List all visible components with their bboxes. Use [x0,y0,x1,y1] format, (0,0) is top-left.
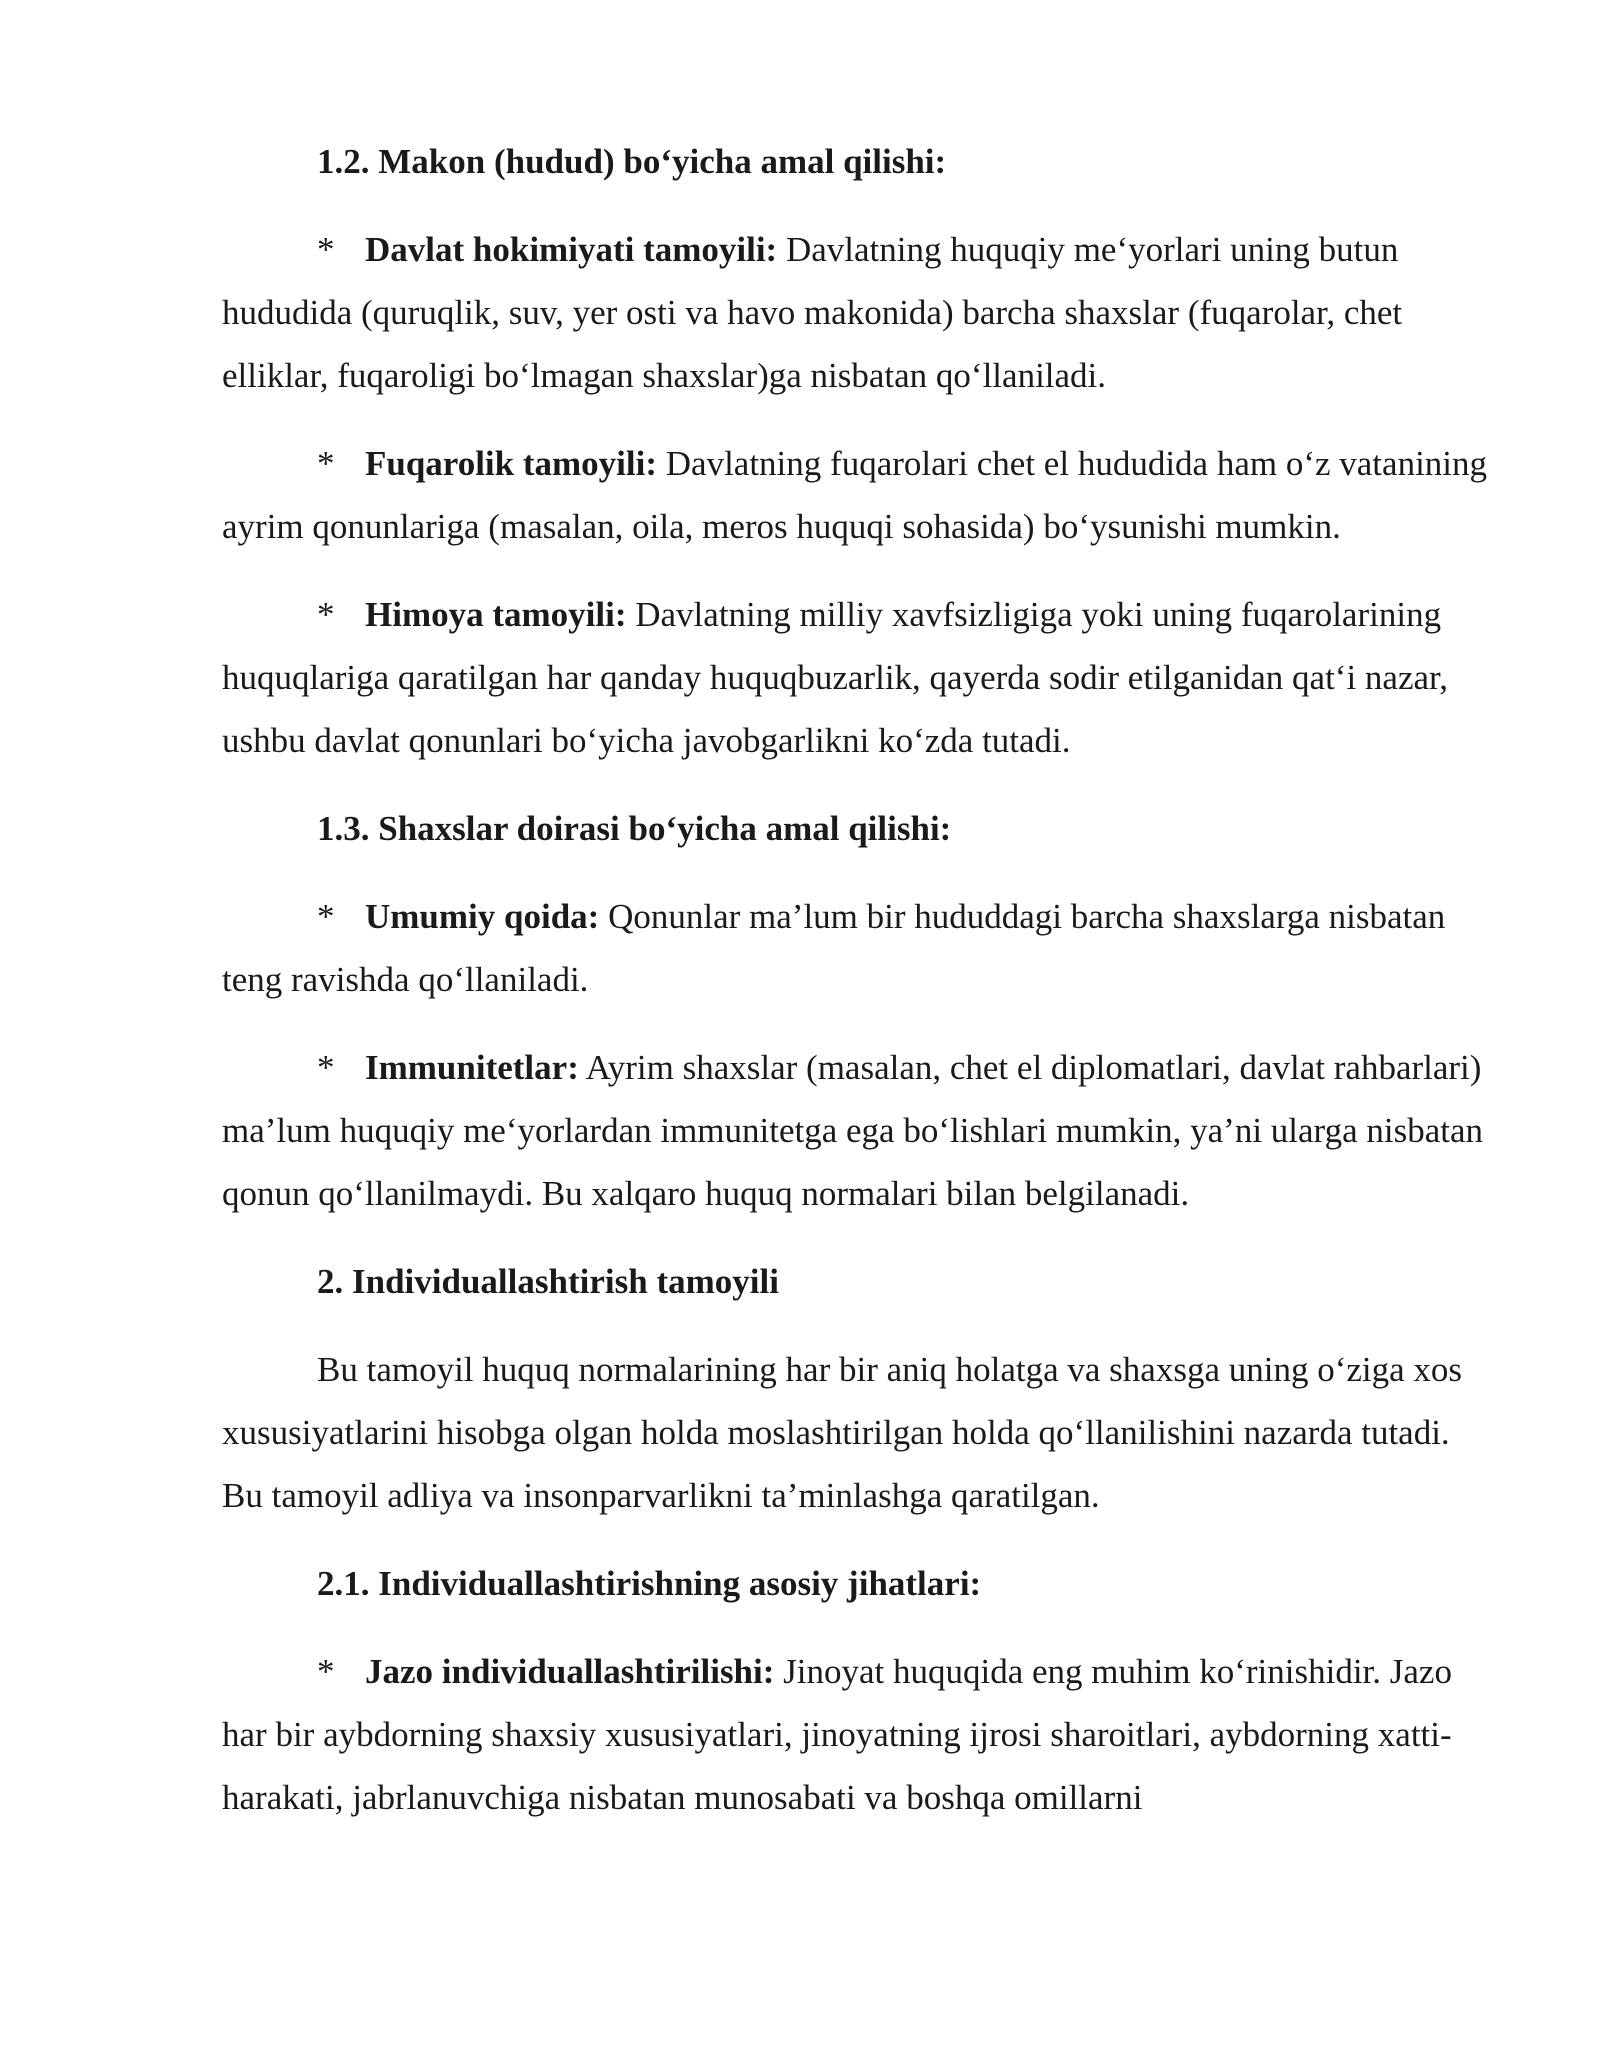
bullet-text: Jinoyat huquqida eng muhim ko‘rinishidir. Jazo har bir aybdorning shaxsiy xususiyatlari, jinoyatning ijrosi sharoitlari, aybdorning xatti-harakati, jabrlanuvchiga nisbatan munosabati va boshqa omillarni [222,1652,1452,1817]
bullet-immunitetlar [222,1036,1497,1225]
bullet-himoya [222,583,1497,772]
bullet-text: Qonunlar ma’lum bir hududdagi barcha shaxslarga nisbatan teng ravishda qo‘llaniladi. [222,897,1446,999]
section-heading-2: 2. Individuallashtirish tamoyili [317,1262,779,1301]
section-heading-2-1: 2.1. Individuallashtirishning asosiy jihatlari: [317,1564,982,1603]
bullet-term: Himoya tamoyili: [365,595,627,634]
bullet-text: Davlatning huquqiy me‘yorlari uning butun hududida (quruqlik, suv, yer osti va havo makonida) barcha shaxslar (fuqarolar, chet elliklar, fuqaroligi bo‘lmagan shaxslar)ga nisbatan qo‘llaniladi. [222,230,1403,395]
bullet-term: Davlat hokimiyati tamoyili: [365,230,778,269]
document-page [222,130,1497,1854]
bullet-text: Ayrim shaxslar (masalan, chet el diplomatlari, davlat rahbarlari) ma’lum huquqiy me‘yorlardan immunitetga ega bo‘lishlari mumkin, ya’ni ularga nisbatan qonun qo‘llanilmaydi. Bu xalqaro huquq normalari bilan belgilanadi. [222,1048,1483,1213]
section-heading-1-3: 1.3. Shaxslar doirasi bo‘yicha amal qilishi: [317,809,952,848]
bullet-fuqarolik [222,432,1497,558]
bullet-term: Umumiy qoida: [365,897,600,936]
bullet-marker: * [317,230,335,269]
bullet-text: Davlatning milliy xavfsizligiga yoki uning fuqarolarining huquqlariga qaratilgan har qanday huquqbuzarlik, qayerda sodir etilganidan qat‘i nazar, ushbu davlat qonunlari bo‘yicha javobgarlikni ko‘zda tutadi. [222,595,1449,760]
bullet-marker: * [317,595,335,634]
bullet-marker: * [317,444,335,483]
bullet-marker: * [317,1652,335,1691]
section-heading-1-2: 1.2. Makon (hudud) bo‘yicha amal qilishi: [317,142,947,181]
bullet-umumiy-qoida [222,885,1497,1011]
bullet-term: Immunitetlar: [365,1048,579,1087]
bullet-marker: * [317,897,335,936]
bullet-marker: * [317,1048,335,1087]
bullet-term: Fuqarolik tamoyili: [365,444,658,483]
paragraph-individuallashtirish: Bu tamoyil huquq normalarining har bir aniq holatga va shaxsga uning o‘ziga xos xususiyatlarini hisobga olgan holda moslashtirilgan holda qo‘llanilishini nazarda tutadi. Bu tamoyil adliya va insonparvarlikni ta’minlashga qaratilgan. [222,1350,1463,1515]
bullet-text: Davlatning fuqarolari chet el hududida ham o‘z vatanining ayrim qonunlariga (masalan, oila, meros huquqi sohasida) bo‘ysunishi mumkin. [222,444,1488,546]
bullet-jazo-individuallashtirilishi [222,1640,1497,1829]
bullet-term: Jazo individuallashtirilishi: [365,1652,775,1691]
bullet-davlat-hokimiyati [222,218,1497,407]
